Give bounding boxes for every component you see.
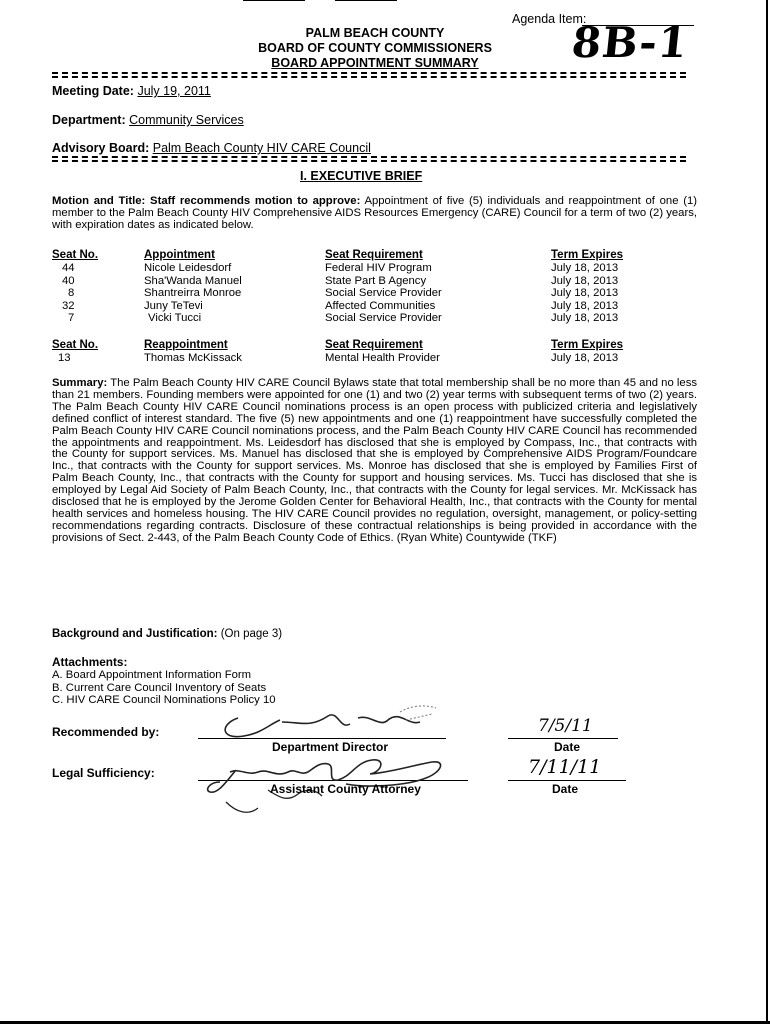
table-row	[52, 352, 652, 365]
col-header-seat: Seat No.	[52, 249, 99, 261]
director-signature	[210, 700, 460, 745]
appointments-table	[52, 249, 652, 325]
advisory-board-label: Advisory Board:	[52, 141, 150, 155]
seat-requirement: Social Service Provider	[325, 287, 442, 300]
scan-edge-right	[766, 0, 768, 1024]
meeting-date-value: July 19, 2011	[137, 84, 211, 98]
table-row	[52, 312, 652, 325]
meeting-date-label: Meeting Date:	[52, 84, 134, 98]
motion-text: Appointment of five (5) individuals and reappointment of one (1) member to the Palm Beach County HIV Comprehensive AIDS Resources Emergency (CARE) Council for a term of two (2) years, with expiration dates as indicated below.	[52, 195, 698, 231]
date-label: Date	[554, 740, 581, 754]
col-header-expires: Term Expires	[551, 249, 624, 261]
summary-text: The Palm Beach County HIV CARE Council Bylaws state that total membership shall be no more than 45 and no less than 21 members. Founding members were appointed for one (1) and two (2) year terms with subsequent terms of two (2) years. The Palm Beach County HIV CARE Council nominations process is an open process with publicized criteria and legislatively defined conflict of interest standard. The five (5) new appointments and one (1) reappointment have successfully completed the Palm Beach County HIV CARE Council nominations process, and the Palm Beach County HIV CARE Council has recommended the appointments and reappointment. Ms. Leidesdorf has disclosed that she is employed by Compass, Inc., that contracts with the County for support services. Ms. Manuel has disclosed that she is employed by Comprehensive AIDS Program/Foundcare Inc., that contracts with the County for support services. Ms. Monroe has disclosed that she is employed by Families First of Palm Beach County, Inc., that contracts with the County for support and housing services. Ms. Tucci has disclosed that she is employed by Legal Aid Society of Palm Beach County, Inc., that contracts with the County for legal services. Mr. McKissack has disclosed that he is employed by the Jerome Golden Center for Behavioral Health, Inc., that contracts with the County for mental health services and homeless housing. The HIV CARE Council provides no regulation, oversight, management, or policy-setting recommendations regarding contracts. Disclosure of these contractual relationships is being provided in accordance with the provisions of Sect. 2-443, of the Palm Beach County Code of Ethics. (Ryan White) Countywide (TKF)	[52, 377, 697, 544]
summary-label: Summary:	[52, 377, 108, 389]
recommended-date-line	[508, 738, 618, 739]
attorney-title: Assistant County Attorney	[270, 782, 421, 796]
document-title: BOARD APPOINTMENT SUMMARY	[271, 56, 479, 70]
section-title: I. EXECUTIVE BRIEF	[300, 169, 423, 183]
background-label: Background and Justification:	[52, 628, 218, 640]
term-expires: July 18, 2013	[551, 287, 619, 300]
table-row	[52, 262, 652, 275]
director-title: Department Director	[272, 740, 389, 754]
motion-label: Motion and Title:	[52, 195, 146, 207]
department-row	[52, 113, 244, 127]
col-header-requirement: Seat Requirement	[325, 339, 423, 351]
col-header-seat: Seat No.	[52, 339, 99, 351]
attachment-item: C. HIV CARE Council Nominations Policy 10	[52, 694, 276, 707]
divider	[52, 160, 686, 162]
scan-mark	[243, 0, 305, 1]
seat-number: 8	[68, 287, 75, 300]
col-header-appointment: Appointment	[144, 249, 215, 261]
agenda-item-label: Agenda Item:	[512, 12, 587, 26]
appointee-name: Thomas McKissack	[144, 352, 242, 364]
table-row	[52, 287, 652, 300]
appointee-name: Nicole Leidesdorf	[144, 262, 232, 274]
divider	[52, 76, 686, 78]
county-name: PALM BEACH COUNTY	[305, 26, 445, 40]
seat-number: 40	[62, 274, 75, 287]
term-expires: July 18, 2013	[551, 312, 619, 325]
reappointments-table	[52, 339, 652, 365]
department-value: Community Services	[129, 113, 244, 127]
seat-requirement: Social Service Provider	[325, 312, 442, 325]
seat-number: 13	[58, 352, 71, 364]
appointee-name: Juny TeTevi	[144, 299, 203, 312]
col-header-expires: Term Expires	[551, 339, 624, 351]
advisory-board-value: Palm Beach County HIV CARE Council	[152, 141, 371, 155]
seat-number: 44	[62, 262, 75, 274]
recommended-date-value: 7/5/11	[538, 716, 593, 736]
scan-mark	[335, 0, 397, 1]
department-label: Department:	[52, 113, 126, 127]
seat-requirement: Mental Health Provider	[325, 352, 440, 364]
attachments-label: Attachments:	[52, 655, 128, 669]
seat-number: 32	[62, 299, 75, 312]
legal-date-line	[508, 780, 626, 781]
board-name: BOARD OF COUNTY COMMISSIONERS	[258, 41, 492, 55]
legal-sufficiency-label: Legal Sufficiency:	[52, 766, 155, 780]
background-row	[52, 628, 282, 640]
date-label: Date	[552, 782, 579, 796]
term-expires: July 18, 2013	[551, 299, 619, 312]
appointee-name: Vicki Tucci	[148, 312, 202, 325]
agenda-item-number: 8B-1	[569, 18, 691, 67]
legal-date-value: 7/11/11	[528, 756, 602, 778]
recommended-by-label: Recommended by:	[52, 725, 160, 739]
seat-number: 7	[68, 312, 75, 325]
appointee-name: Sha'Wanda Manuel	[144, 274, 242, 287]
col-header-reappointment: Reappointment	[144, 339, 228, 351]
table-row	[52, 300, 652, 313]
meeting-date-row	[52, 84, 211, 98]
background-value: (On page 3)	[220, 628, 283, 640]
seat-requirement: Federal HIV Program	[325, 262, 432, 274]
appointee-name: Shantreirra Monroe	[144, 287, 242, 300]
col-header-requirement: Seat Requirement	[325, 249, 423, 261]
divider	[52, 72, 686, 74]
reappointments-header-row	[52, 339, 652, 352]
appointments-header-row	[52, 249, 652, 262]
seat-requirement: Affected Communities	[325, 299, 436, 312]
term-expires: July 18, 2013	[551, 274, 619, 287]
table-row	[52, 275, 652, 288]
seat-requirement: State Part B Agency	[325, 274, 427, 287]
motion-paragraph	[52, 196, 697, 232]
divider	[52, 156, 686, 158]
summary-paragraph	[52, 378, 697, 545]
term-expires: July 18, 2013	[551, 352, 619, 364]
attachment-item: B. Current Care Council Inventory of Seats	[52, 681, 267, 694]
term-expires: July 18, 2013	[551, 262, 619, 274]
advisory-board-row	[52, 141, 371, 155]
attachment-item: A. Board Appointment Information Form	[52, 669, 252, 681]
motion-lead: Staff recommends motion to approve:	[150, 195, 361, 207]
